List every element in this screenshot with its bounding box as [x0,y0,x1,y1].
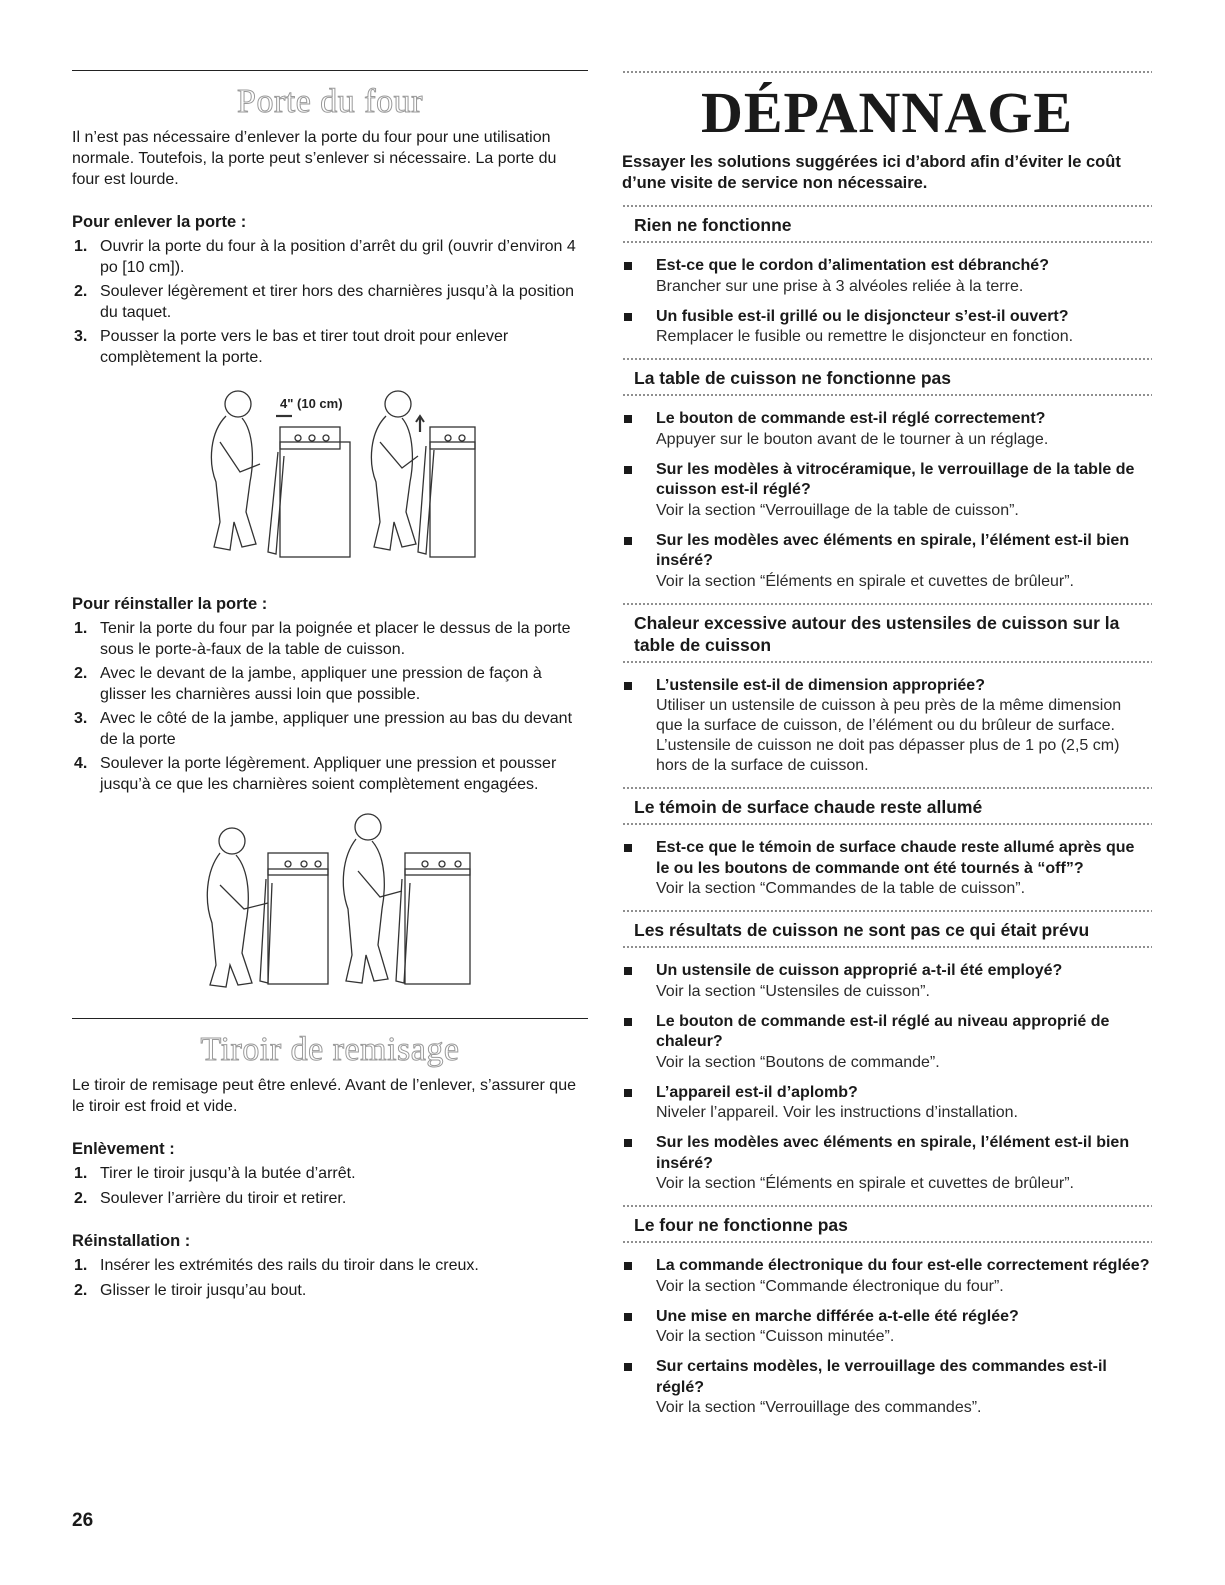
question-text: Sur les modèles avec éléments en spirale, l’élément est-il bien inséré? [656,531,1130,569]
question-text: Sur les modèles avec éléments en spirale, l’élément est-il bien inséré? [656,1134,1130,1172]
step-item: 2. Avec le devant de la jambe, appliquer une pression de façon à glisser les charnières aussi loin que possible. [74,665,542,703]
list-item [622,1357,1152,1418]
square-bullet-icon [624,1018,632,1026]
dotted-rule [622,1240,1152,1244]
answer-text: Appuyer sur le bouton avant de le tourner à un réglage. [656,430,1049,448]
step-item: 1. Ouvrir la porte du four à la position d’arrêt du gril (ouvrir d’environ 4 po [10 cm]). [74,238,576,276]
remove-door-illustration [180,372,480,572]
step-item: 2. Soulever légèrement et tirer hors des charnières jusqu’à la position du taquet. [74,283,575,321]
step-item: 2. Soulever l’arrière du tiroir et retirer. [74,1189,347,1207]
list-item [622,256,1152,297]
drawer-reinstall-heading: Réinstallation : [72,1232,191,1250]
step-item: 3. Pousser la porte vers le bas et tirer tout droit pour enlever complètement la porte. [74,328,509,366]
question-text: Est-ce que le cordon d’alimentation est débranché? [656,257,1049,274]
remove-door-steps [72,237,588,368]
square-bullet-icon [624,1089,632,1097]
troubleshooting-intro: Essayer les solutions suggérées ici d’abord afin d’éviter le coût d’une visite de service non nécessaire. [622,153,1121,192]
list-item [622,1133,1152,1194]
troubleshooting-section [622,909,1152,1194]
question-text: Un fusible est-il grillé ou le disjoncteur s’est-il ouvert? [656,307,1069,325]
door-intro: Il n’est pas nécessaire d’enlever la porte du four pour une utilisation normale. Toutefois, la porte peut s’enlever si nécessaire. La porte du four est lourde. [72,129,557,188]
list-item [622,460,1152,521]
question-text: Une mise en marche différée a-t-elle été réglée? [656,1307,1019,1325]
reinstall-door-heading: Pour réinstaller la porte : [72,595,268,613]
troubleshooting-section [622,357,1152,592]
measurement-label: 4" (10 cm) [280,396,343,411]
top-rule [72,70,588,71]
answer-text: Voir la section “Éléments en spirale et cuvettes de brûleur”. [656,1175,1074,1192]
list-item [622,409,1152,450]
answer-text: Voir la section “Boutons de commande”. [656,1053,940,1071]
square-bullet-icon [624,1262,632,1270]
troubleshooting-section [622,602,1152,777]
list-item [622,1307,1152,1348]
answer-text: Niveler l’appareil. Voir les instructions d’installation. [656,1104,1018,1121]
question-text: Sur les modèles à vitrocéramique, le verrouillage de la table de cuisson est-il réglé? [656,460,1135,498]
question-list [622,409,1152,592]
reinstall-door-illustration [180,805,480,1000]
answer-text: Brancher sur une prise à 3 alvéoles reliée à la terre. [656,277,1024,295]
step-item: 4. Soulever la porte légèrement. Appliquer une pression et pousser jusqu’à ce que les charnières soient complètement engagées. [74,755,557,793]
troubleshooting-section [622,786,1152,899]
section-heading: Le témoin de surface chaude reste allumé [634,797,983,817]
answer-text: Voir la section “Commande électronique du four”. [656,1277,1004,1295]
page-number: 26 [72,1510,94,1531]
answer-text: Voir la section “Verrouillage de la table de cuisson”. [656,501,1019,519]
step-item: 1. Tirer le tiroir jusqu’à la butée d’arrêt. [74,1165,356,1182]
square-bullet-icon [624,1313,632,1321]
step-item: 3. Avec le côté de la jambe, appliquer une pression au bas du devant de la porte [74,710,573,748]
question-text: L’ustensile est-il de dimension appropriée? [656,676,985,694]
step-item: 1. Tenir la porte du four par la poignée et placer le dessus de la porte sous le porte-à-faux de la table de cuisson. [74,620,571,658]
square-bullet-icon [624,415,632,423]
list-item [622,307,1152,348]
question-list [622,256,1152,347]
square-bullet-icon [624,313,632,321]
dotted-rule [622,822,1152,826]
drawer-remove-heading: Enlèvement : [72,1140,175,1158]
square-bullet-icon [624,844,632,852]
list-item [622,1256,1152,1297]
step-item: 2. Glisser le tiroir jusqu’au bout. [74,1281,307,1299]
answer-text: Voir la section “Commandes de la table de cuisson”. [656,880,1026,897]
section-rule [72,1018,588,1019]
drawer-section-title: Tiroir de remisage [200,1031,460,1068]
answer-text: Voir la section “Cuisson minutée”. [656,1328,895,1345]
dotted-rule [622,393,1152,397]
question-list [622,838,1152,899]
troubleshooting-section [622,204,1152,347]
square-bullet-icon [624,682,632,690]
answer-text: Remplacer le fusible ou remettre le disjoncteur en fonction. [656,328,1074,345]
list-item [622,531,1152,592]
question-text: Sur certains modèles, le verrouillage des commandes est-il réglé? [656,1358,1107,1396]
drawer-intro: Le tiroir de remisage peut être enlevé. Avant de l’enlever, s’assurer que le tiroir est froid et vide. [72,1077,576,1115]
section-heading: Les résultats de cuisson ne sont pas ce qui était prévu [634,920,1090,940]
square-bullet-icon [624,1139,632,1147]
remove-door-heading: Pour enlever la porte : [72,213,247,231]
left-column [72,70,588,1305]
section-heading: Le four ne fonctionne pas [634,1215,848,1235]
list-item [622,676,1152,777]
top-dotted-rule [622,70,1152,74]
step-item: 1. Insérer les extrémités des rails du tiroir dans le creux. [74,1257,479,1274]
question-text: Le bouton de commande est-il réglé au niveau approprié de chaleur? [656,1012,1110,1050]
question-text: Est-ce que le témoin de surface chaude reste allumé après que le ou les boutons de commande ont été tournés à “off”? [656,839,1135,877]
list-item [622,838,1152,899]
section-heading: La table de cuisson ne fonctionne pas [634,368,951,388]
troubleshooting-sections [622,204,1152,1418]
square-bullet-icon [624,537,632,545]
answer-text: Voir la section “Éléments en spirale et cuvettes de brûleur”. [656,572,1074,590]
dotted-rule [622,240,1152,244]
question-text: Le bouton de commande est-il réglé correctement? [656,410,1046,427]
question-list [622,961,1152,1194]
list-item [622,961,1152,1002]
answer-text: Voir la section “Verrouillage des commandes”. [656,1399,982,1416]
question-list [622,676,1152,777]
square-bullet-icon [624,466,632,474]
dotted-rule [622,945,1152,949]
answer-text: Utiliser un ustensile de cuisson à peu près de la même dimension que la surface de cuisson, de l’élément ou du brûleur de surface. L’ustensile de cuisson ne doit pas dépasser plus de 1 po (2,5 cm) hors de la surface de cuisson. [656,697,1122,774]
section-heading: Rien ne fonctionne [634,215,792,235]
list-item [622,1012,1152,1073]
door-section-title: Porte du four [237,83,423,120]
drawer-remove-steps [72,1164,588,1209]
list-item [622,1083,1152,1124]
page-title: DÉPANNAGE [700,80,1074,145]
question-text: L’appareil est-il d’aplomb? [656,1083,858,1101]
question-list [622,1256,1152,1418]
question-text: La commande électronique du four est-elle correctement réglée? [656,1257,1150,1274]
troubleshooting-section [622,1204,1152,1418]
answer-text: Voir la section “Ustensiles de cuisson”. [656,982,930,1000]
right-column [622,70,1152,1428]
square-bullet-icon [624,262,632,270]
drawer-reinstall-steps [72,1256,588,1301]
dotted-rule [622,660,1152,664]
square-bullet-icon [624,1363,632,1371]
question-text: Un ustensile de cuisson approprié a-t-il été employé? [656,962,1063,979]
section-heading: Chaleur excessive autour des ustensiles de cuisson sur la table de cuisson [634,612,1120,655]
reinstall-door-steps [72,619,588,795]
square-bullet-icon [624,967,632,975]
